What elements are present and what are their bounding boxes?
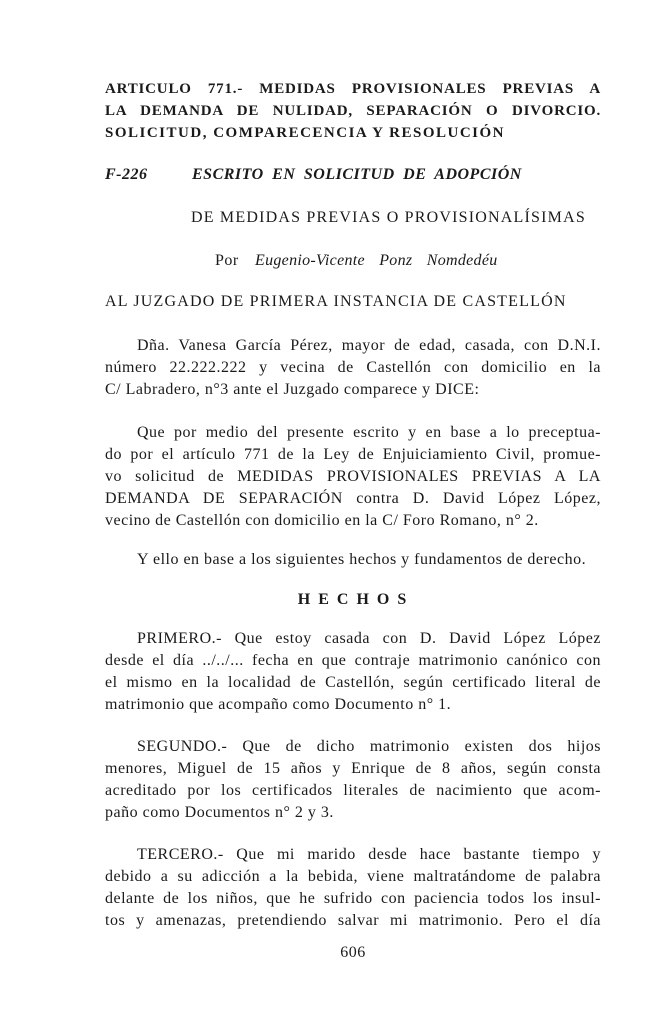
paragraph-line: Dña. Vanesa García Pérez, mayor de edad, casada, con D.N.I. — [137, 337, 601, 354]
paragraph-line: número 22.222.222 y vecina de Castellón con domicilio en la — [105, 359, 601, 376]
paragraph-line: el mismo en la localidad de Castellón, según certificado literal de — [105, 674, 601, 691]
paragraph-line: paño como Documentos n° 2 y 3. — [105, 804, 334, 821]
paragraph-line: vecino de Castellón con domicilio en la C/ Foro Romano, n° 2. — [105, 512, 539, 529]
paragraph-line: do por el artículo 771 de la Ley de Enjuiciamiento Civil, promue- — [105, 446, 601, 463]
paragraph-line: C/ Labradero, n°3 ante el Juzgado comparece y DICE: — [105, 381, 480, 398]
paragraph-line: TERCERO.- Que mi marido desde hace bastante tiempo y — [137, 846, 601, 863]
article-heading-line: ARTICULO 771.- MEDIDAS PROVISIONALES PREVIAS A — [105, 81, 601, 97]
paragraph-line: debido a su adicción a la bebida, viene maltratándome de palabra — [105, 868, 601, 885]
author-name: Eugenio-Vicente Ponz Nomdedéu — [255, 252, 498, 269]
paragraph-line: Y ello en base a los siguientes hechos y fundamentos de derecho. — [137, 551, 587, 568]
paragraph-line: delante de los niños, que he sufrido con paciencia todos los insul- — [105, 890, 601, 907]
author-prefix: Por — [215, 252, 239, 269]
paragraph-line: PRIMERO.- Que estoy casada con D. David López López — [137, 630, 601, 647]
form-code: F-226 — [105, 166, 148, 183]
paragraph-line: menores, Miguel de 15 años y Enrique de 8 años, según consta — [105, 760, 601, 777]
article-heading-line: LA DEMANDA DE NULIDAD, SEPARACIÓN O DIVORCIO. — [105, 103, 601, 119]
paragraph-line: DEMANDA DE SEPARACIÓN contra D. David López López, — [105, 490, 601, 507]
paragraph-line: desde el día ../../... fecha en que contraje matrimonio canónico con — [105, 652, 601, 669]
article-heading-line: SOLICITUD, COMPARECENCIA Y RESOLUCIÓN — [105, 125, 505, 141]
paragraph-line: SEGUNDO.- Que de dicho matrimonio existen dos hijos — [137, 738, 601, 755]
paragraph-line: matrimonio que acompaño como Documento n° 1. — [105, 696, 452, 713]
form-subtitle: DE MEDIDAS PREVIAS O PROVISIONALÍSIMAS — [191, 209, 586, 226]
paragraph-line: vo solicitud de MEDIDAS PROVISIONALES PREVIAS A LA — [105, 468, 601, 485]
page-number: 606 — [340, 944, 366, 961]
paragraph-line: tos y amenazas, pretendiendo salvar mi matrimonio. Pero el día — [105, 912, 601, 929]
paragraph-line: acreditado por los certificados literales de nacimiento que acom- — [105, 782, 601, 799]
addressee: AL JUZGADO DE PRIMERA INSTANCIA DE CASTELLÓN — [105, 293, 567, 310]
section-title-hechos: H E C H O S — [297, 591, 409, 608]
form-title: ESCRITO EN SOLICITUD DE ADOPCIÓN — [192, 166, 522, 183]
paragraph-line: Que por medio del presente escrito y en base a lo preceptua- — [137, 424, 601, 441]
